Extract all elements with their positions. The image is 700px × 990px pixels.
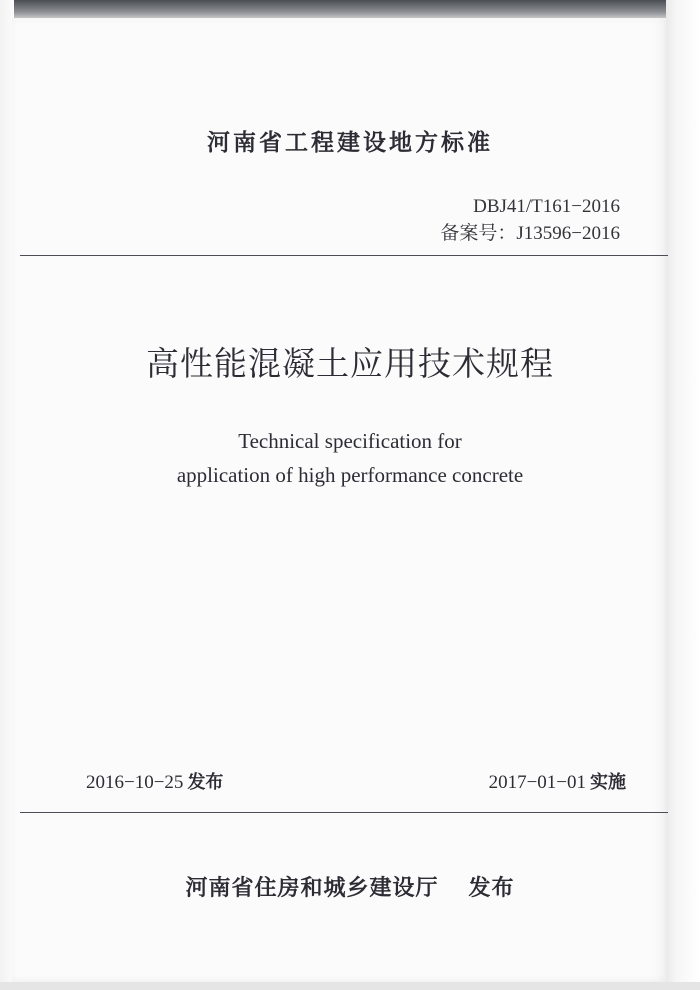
standard-type-heading: 河南省工程建设地方标准 [207, 130, 493, 156]
english-title-line-2: application of high performance concrete [176, 463, 524, 487]
implement-date: 2017−01−01 [488, 772, 586, 793]
standard-number: DBJ41/T161−2016 [473, 196, 620, 217]
implement-label: 实施 [590, 772, 626, 793]
top-divider [20, 255, 668, 256]
scan-top-shadow [0, 0, 700, 20]
issue-date-block [86, 768, 223, 794]
document-title-english [0, 424, 700, 492]
filing-number: 备案号：J13596−2016 [440, 223, 620, 244]
publisher-action: 发布 [468, 876, 515, 901]
document-cover [12, 18, 666, 984]
standard-codes [440, 193, 620, 247]
english-title-line-1: Technical specification for [238, 429, 462, 453]
document-title-chinese: 高性能混凝土应用技术规程 [146, 344, 554, 383]
publisher-line [0, 871, 700, 902]
publisher-name: 河南省住房和城乡建设厅 [185, 876, 439, 901]
bottom-divider [20, 812, 668, 813]
scan-bottom-edge [0, 982, 700, 990]
issue-label: 发布 [187, 772, 224, 793]
issue-date: 2016−10−25 [86, 772, 184, 793]
implement-date-block [489, 768, 626, 794]
